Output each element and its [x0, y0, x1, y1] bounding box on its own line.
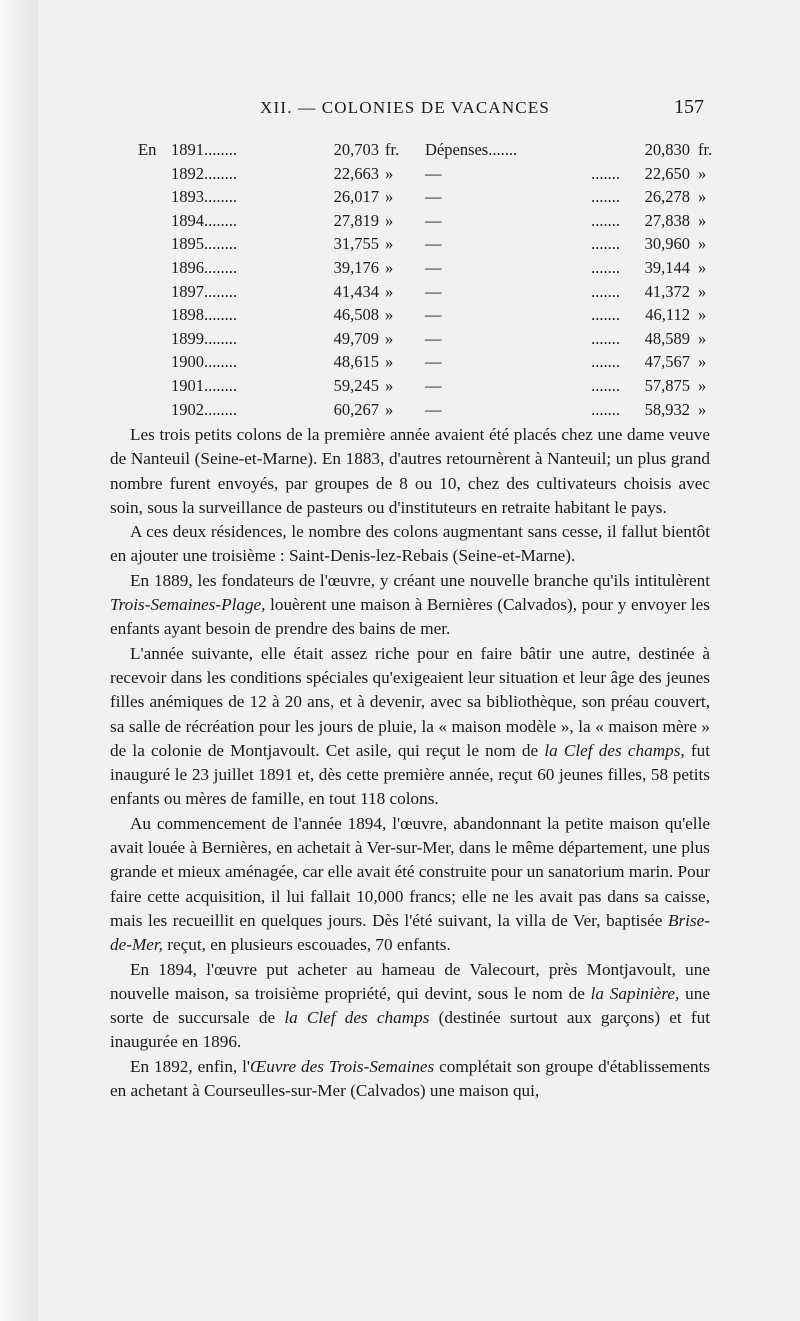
row-prefix: [138, 282, 171, 306]
expenses-value: 58,932: [644, 399, 690, 419]
receipts-value: 20,703: [333, 140, 379, 159]
leader-dots: .......: [591, 399, 620, 419]
year-cell: 1901........: [171, 375, 237, 395]
receipts-unit: »: [385, 257, 394, 277]
receipts-value: 60,267: [333, 399, 379, 419]
running-header: [120, 98, 704, 128]
expenses-unit: »: [698, 328, 707, 348]
expenses-label: Dépenses.......: [425, 140, 518, 159]
text-run: L'année suivante, elle était assez riche pour en faire bâtir une autre, destinée à recevoir dans les conditions spéciales qu'exigeaient leur situation et leur âge des jeunes filles anémiques de 12 à 20 ans, et à devenir, avec sa bibliothèque, son préau couvert, sa salle de récréation pour les jours de pluie, la « maison modèle », la « maison mère » de la colonie de Montjavoult. Cet asile, qui reçut le nom de: [110, 643, 710, 760]
expenses-unit: »: [698, 257, 707, 277]
receipts-value: 31,755: [333, 234, 379, 254]
body-text: [110, 423, 710, 1103]
expenses-value: 26,278: [644, 187, 690, 207]
expenses-label: —: [425, 375, 442, 395]
expenses-label: —: [425, 163, 442, 183]
year-cell: 1900........: [171, 352, 237, 372]
text-run: Au commencement de l'année 1894, l'œuvre, abandonnant la petite maison qu'elle avait louée à Bernières, en achetait à Ver-sur-Mer, dans le même département, une plus grande et mieux aménagée, car elle avait été construite pour un sanatorium marin. Pour faire cette acquisition, il lui fallait 10,000 francs; elle ne les avait pas dans sa caisse, mais les recueillit en quelques jours. Dès l'été suivant, la villa de Ver, baptisée: [110, 813, 710, 930]
receipts-unit: »: [385, 328, 394, 348]
expenses-value: 48,589: [644, 328, 690, 348]
year-cell: 1896........: [171, 257, 237, 277]
year-cell: 1895........: [171, 234, 237, 254]
expenses-value: 47,567: [644, 352, 690, 372]
expenses-value: 46,112: [645, 305, 690, 325]
table-row: [138, 140, 718, 164]
receipts-value: 26,017: [333, 187, 379, 207]
text-run: (destinée surtout aux garçons) et fut inaugurée en 1896.: [110, 1008, 710, 1052]
receipts-unit: »: [385, 399, 394, 419]
year-cell: 1894........: [171, 210, 237, 230]
row-prefix: [138, 329, 171, 353]
leader-dots: .......: [591, 210, 620, 230]
table-row: [138, 211, 718, 235]
paragraph: [110, 520, 710, 569]
year-cell: 1899........: [171, 328, 237, 348]
budget-table: [138, 140, 718, 423]
text-run: Les trois petits colons de la première année avaient été placés chez une dame veuve de Nanteuil (Seine-et-Marne). En 1883, d'autres retournèrent à Nanteuil; un plus grand nombre furent envoyés, par groupes de 8 ou 10, chez des cultivateurs choisis avec soin, sous la surveillance de pasteurs ou d'instituteurs en retraite habitant le pays.: [110, 425, 710, 517]
italic-run: la Clef des champs: [284, 1008, 430, 1028]
leader-dots: .......: [591, 375, 620, 395]
text-run: En 1892, enfin, l': [130, 1056, 251, 1076]
receipts-unit: »: [385, 305, 394, 325]
receipts-value: 39,176: [333, 257, 379, 277]
leader-dots: .......: [591, 328, 620, 348]
text-run: complétait son groupe d'établissements en achetant à Courseulles-sur-Mer (Calvados) une maison qui,: [110, 1056, 710, 1101]
expenses-value: 57,875: [644, 375, 690, 395]
year-cell: 1891........: [171, 140, 237, 159]
expenses-unit: »: [698, 163, 707, 183]
receipts-unit: »: [385, 163, 394, 183]
italic-run: Œuvre des Trois-Semaines: [250, 1056, 435, 1076]
expenses-value: 41,372: [644, 281, 690, 301]
leader-dots: .......: [591, 257, 620, 277]
receipts-unit: »: [385, 375, 394, 395]
italic-run: Brise-de-Mer,: [110, 910, 710, 955]
expenses-unit: fr.: [698, 140, 713, 159]
receipts-unit: fr.: [385, 140, 400, 159]
italic-run: Trois-Semaines-Plage,: [110, 595, 266, 615]
italic-run: la Clef des champs,: [544, 740, 685, 760]
expenses-label: —: [425, 399, 442, 419]
expenses-unit: »: [698, 187, 707, 207]
receipts-value: 49,709: [333, 328, 379, 348]
paragraph: [110, 569, 710, 642]
table-row: [138, 187, 718, 211]
expenses-label: —: [425, 257, 442, 277]
year-cell: 1897........: [171, 281, 237, 301]
leader-dots: .......: [591, 234, 620, 254]
row-prefix: [138, 400, 171, 424]
expenses-label: —: [425, 305, 442, 325]
year-cell: 1898........: [171, 305, 237, 325]
table-row: [138, 258, 718, 282]
table-row: [138, 282, 718, 306]
expenses-unit: »: [698, 305, 707, 325]
receipts-value: 41,434: [333, 281, 379, 301]
receipts-value: 59,245: [333, 375, 379, 395]
leader-dots: [550, 140, 620, 164]
row-prefix: [138, 164, 171, 188]
receipts-unit: »: [385, 210, 394, 230]
receipts-value: 27,819: [333, 210, 379, 230]
receipts-unit: »: [385, 234, 394, 254]
leader-dots: .......: [591, 281, 620, 301]
leader-dots: .......: [591, 305, 620, 325]
leader-dots: .......: [591, 163, 620, 183]
expenses-label: —: [425, 210, 442, 230]
paragraph: [110, 958, 710, 1055]
receipts-value: 46,508: [333, 305, 379, 325]
text-run: En 1889, les fondateurs de l'œuvre, y créant une nouvelle branche qu'ils intitulèrent: [130, 570, 710, 590]
expenses-unit: »: [698, 399, 707, 419]
row-prefix: [138, 211, 171, 235]
table-row: [138, 352, 718, 376]
paragraph: [110, 812, 710, 958]
expenses-value: 39,144: [644, 257, 690, 277]
text-run: louèrent une maison à Bernières (Calvados), pour y envoyer les enfants ayant besoin de prendre des bains de mer.: [110, 595, 710, 639]
row-prefix: En: [138, 140, 157, 159]
table-row: [138, 376, 718, 400]
text-run: fut inauguré le 23 juillet 1891 et, dès cette première année, reçut 60 jeunes filles, 58 petits enfants ou mères de famille, en tout 118 colons.: [110, 740, 711, 809]
row-prefix: [138, 376, 171, 400]
page-number: 157: [674, 96, 704, 118]
year-cell: 1902........: [171, 399, 237, 419]
receipts-unit: »: [385, 187, 394, 207]
table-row: [138, 234, 718, 258]
row-prefix: [138, 187, 171, 211]
text-run: reçut, en plusieurs escouades, 70 enfants.: [162, 935, 451, 955]
text-run: une sorte de succursale de: [110, 983, 710, 1028]
year-cell: 1893........: [171, 187, 237, 207]
receipts-unit: »: [385, 352, 394, 372]
expenses-label: —: [425, 328, 442, 348]
chapter-title: XII. — COLONIES DE VACANCES: [260, 98, 551, 117]
expenses-unit: »: [698, 375, 707, 395]
expenses-label: —: [425, 187, 442, 207]
year-cell: 1892........: [171, 163, 237, 183]
paragraph: [110, 1055, 710, 1104]
row-prefix: [138, 234, 171, 258]
expenses-label: —: [425, 352, 442, 372]
expenses-unit: »: [698, 234, 707, 254]
paragraph: [110, 642, 710, 812]
expenses-label: —: [425, 234, 442, 254]
row-prefix: [138, 352, 171, 376]
expenses-value: 20,830: [644, 140, 690, 159]
table-row: [138, 400, 718, 424]
leader-dots: .......: [591, 187, 620, 207]
expenses-unit: »: [698, 281, 707, 301]
receipts-unit: »: [385, 281, 394, 301]
table-row: [138, 164, 718, 188]
receipts-value: 48,615: [333, 352, 379, 372]
text-run: En 1894, l'œuvre put acheter au hameau de Valecourt, près Montjavoult, une nouvelle maison, sa troisième propriété, qui devint, sous le nom de: [110, 959, 710, 1003]
text-run: A ces deux résidences, le nombre des colons augmentant sans cesse, il fallut bientôt en ajouter une troisième : Saint-Denis-lez-Rebais (Seine-et-Marne).: [110, 522, 710, 566]
expenses-value: 30,960: [644, 234, 690, 254]
row-prefix: [138, 305, 171, 329]
row-prefix: [138, 258, 171, 282]
italic-run: la Sapinière,: [590, 983, 680, 1003]
leader-dots: .......: [591, 352, 620, 372]
table-row: [138, 305, 718, 329]
paragraph: [110, 423, 710, 520]
receipts-value: 22,663: [333, 163, 379, 183]
expenses-unit: »: [698, 352, 707, 372]
expenses-label: —: [425, 281, 442, 301]
expenses-value: 27,838: [644, 210, 690, 230]
expenses-value: 22,650: [644, 163, 690, 183]
table-row: [138, 329, 718, 353]
expenses-unit: »: [698, 210, 707, 230]
